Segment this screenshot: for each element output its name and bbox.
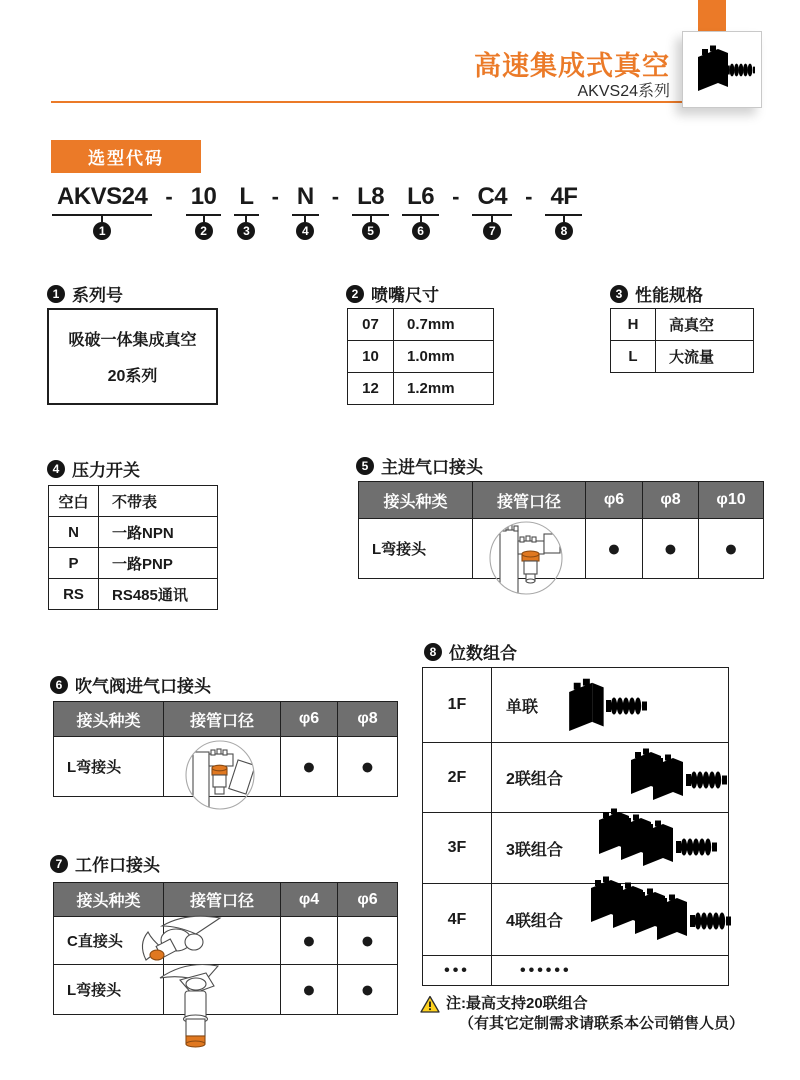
fitting-name: C直接头 (54, 917, 164, 965)
section-marker: 4 (47, 460, 65, 478)
nozzle-value: 1.0mm (394, 341, 494, 373)
availability-dot: ● (663, 535, 678, 561)
table-row (348, 373, 494, 405)
availability-dot: ● (607, 535, 621, 561)
availability-cell (586, 519, 643, 579)
product-line-art-icon (689, 41, 755, 99)
col-header-d2: φ6 (338, 883, 398, 917)
col-header-d3: φ10 (699, 482, 764, 519)
station-label-ellipsis: •••••• (492, 956, 729, 986)
availability-cell (643, 519, 699, 579)
code-segment (472, 183, 512, 240)
table-header-row (359, 482, 764, 519)
code-segment (234, 183, 258, 240)
header-divider (51, 101, 749, 103)
section-marker: 5 (356, 457, 374, 475)
section-title-text: 系列号 (72, 286, 123, 305)
availability-cell (338, 737, 398, 797)
station-4f-image (586, 869, 776, 959)
perf-code: H (611, 309, 656, 341)
code-segment (186, 183, 222, 240)
model-code (52, 183, 582, 240)
nozzle-value: 1.2mm (394, 373, 494, 405)
ps-code: RS (49, 579, 99, 610)
table-row (49, 486, 218, 517)
code-segment (402, 183, 439, 240)
series-line1: 吸破一体集成真空 (68, 332, 197, 349)
code-dash: - (331, 184, 340, 209)
l-elbow-fitting-icon (152, 958, 240, 1050)
section-title-text: 主进气口接头 (381, 458, 483, 477)
nozzle-table (347, 308, 494, 405)
col-header-d1: φ6 (586, 482, 643, 519)
availability-dot: ● (360, 976, 375, 1002)
section-marker: 6 (50, 676, 68, 694)
table-row (49, 517, 218, 548)
ps-code: N (49, 517, 99, 548)
col-header-size: 接管口径 (164, 883, 281, 917)
section-marker: 1 (47, 285, 65, 303)
section-marker: 2 (346, 285, 364, 303)
code-marker: 8 (555, 222, 573, 240)
ps-value: 一路PNP (99, 548, 218, 579)
footnote-line2: （有其它定制需求请联系本公司销售人员） (459, 1015, 745, 1033)
fitting-name: L弯接头 (54, 737, 164, 797)
code-text: 4F (550, 183, 578, 210)
availability-dot: ● (360, 753, 375, 779)
section-title-stations (424, 639, 517, 664)
col-header-d1: φ6 (281, 702, 338, 737)
col-header-d2: φ8 (643, 482, 699, 519)
nozzle-code: 07 (348, 309, 394, 341)
section-marker: 8 (424, 643, 442, 661)
availability-dot: ● (360, 927, 375, 953)
ps-value: RS485通讯 (99, 579, 218, 610)
footnote-line1: 注:最高支持20联组合 (446, 995, 588, 1012)
availability-cell (281, 917, 338, 965)
code-text: L (239, 183, 254, 210)
station-code: 4F (423, 884, 492, 956)
table-row (611, 341, 754, 373)
pressure-switch-table (48, 485, 218, 610)
page-title: 高速集成式真空 (474, 51, 670, 81)
code-segment (52, 183, 152, 240)
warning-icon (420, 995, 440, 1014)
availability-cell (338, 965, 398, 1015)
series-description-box (47, 308, 218, 405)
section-title-work-port (50, 851, 160, 876)
perf-value: 高真空 (656, 309, 754, 341)
section-title-text: 吹气阀进气口接头 (75, 677, 211, 696)
code-marker: 6 (412, 222, 430, 240)
table-row (348, 309, 494, 341)
code-dash: - (271, 184, 279, 209)
ps-value: 一路NPN (99, 517, 218, 548)
code-text: N (296, 183, 314, 210)
main-inlet-fitting-icon (489, 521, 563, 595)
fitting-name: L弯接头 (54, 965, 164, 1015)
code-marker: 5 (362, 222, 380, 240)
code-marker: 2 (195, 222, 213, 240)
series-subtitle: AKVS24系列 (577, 83, 670, 100)
code-dash: - (525, 184, 533, 209)
code-dash: - (452, 184, 460, 209)
station-code: 2F (423, 743, 492, 813)
nozzle-code: 12 (348, 373, 394, 405)
section-title-nozzle (346, 281, 439, 306)
table-row (49, 579, 218, 610)
section-title-text: 位数组合 (449, 644, 517, 663)
table-header-row (54, 702, 398, 737)
station-code-ellipsis: ••• (423, 956, 492, 986)
col-header-type: 接头种类 (54, 883, 164, 917)
code-text: L8 (357, 183, 385, 210)
section-title-blow-inlet (50, 672, 211, 697)
col-header-type: 接头种类 (54, 702, 164, 737)
station-label: 3联组合 (492, 813, 729, 884)
nozzle-code: 10 (348, 341, 394, 373)
code-text: L6 (407, 183, 435, 210)
table-row (423, 956, 729, 986)
availability-cell (281, 965, 338, 1015)
ps-code: P (49, 548, 99, 579)
section-title-performance (610, 281, 703, 306)
section-title-main-inlet (356, 453, 483, 478)
availability-cell (699, 519, 764, 579)
ps-value: 不带表 (99, 486, 218, 517)
section-badge: 选型代码 (51, 140, 201, 173)
code-text: C4 (477, 183, 508, 210)
nozzle-value: 0.7mm (394, 309, 494, 341)
section-title-series (47, 281, 123, 306)
blow-inlet-fitting-icon (185, 740, 255, 810)
section-title-text: 压力开关 (72, 461, 140, 480)
col-header-d1: φ4 (281, 883, 338, 917)
code-segment (545, 183, 582, 240)
availability-dot: ● (302, 927, 316, 953)
section-title-text: 喷嘴尺寸 (371, 286, 439, 305)
station-label: 2联组合 (492, 743, 729, 813)
availability-dot: ● (302, 753, 316, 779)
station-code: 1F (423, 668, 492, 743)
station-code: 3F (423, 813, 492, 884)
code-segment (352, 183, 389, 240)
table-row (611, 309, 754, 341)
fitting-name: L弯接头 (359, 519, 473, 579)
col-header-size: 接管口径 (473, 482, 586, 519)
section-marker: 7 (50, 855, 68, 873)
availability-cell (281, 737, 338, 797)
section-marker: 3 (610, 285, 628, 303)
station-label: 单联 (492, 668, 729, 743)
section-title-pressure-switch (47, 456, 140, 481)
code-text: AKVS24 (57, 183, 148, 210)
perf-code: L (611, 341, 656, 373)
code-dash: - (165, 184, 173, 209)
code-segment (292, 183, 319, 240)
availability-cell (338, 917, 398, 965)
code-marker: 4 (296, 222, 314, 240)
ps-code: 空白 (49, 486, 99, 517)
availability-dot: ● (302, 976, 316, 1002)
col-header-size: 接管口径 (164, 702, 281, 737)
product-thumbnail (682, 31, 762, 108)
footnote (420, 994, 744, 1035)
table-row (49, 548, 218, 579)
perf-value: 大流量 (656, 341, 754, 373)
station-label: 4联组合 (492, 884, 729, 956)
code-marker: 1 (93, 222, 111, 240)
performance-table (610, 308, 754, 373)
footnote-text (446, 994, 744, 1035)
col-header-d2: φ8 (338, 702, 398, 737)
table-row (348, 341, 494, 373)
col-header-type: 接头种类 (359, 482, 473, 519)
availability-dot: ● (724, 535, 738, 561)
section-title-text: 工作口接头 (75, 856, 160, 875)
code-marker: 3 (237, 222, 255, 240)
station-1f-image (548, 671, 693, 739)
series-line2: 20系列 (107, 368, 158, 385)
code-marker: 7 (483, 222, 501, 240)
corner-accent-tab (698, 0, 726, 31)
code-text: 10 (190, 183, 217, 210)
section-title-text: 性能规格 (635, 286, 703, 305)
